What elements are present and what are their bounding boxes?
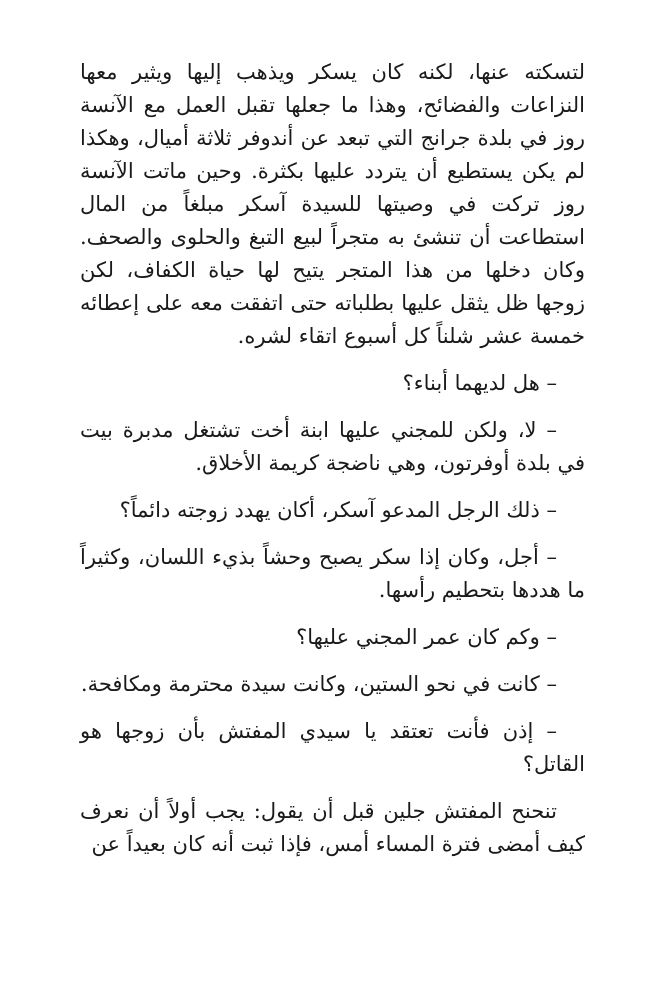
narration-paragraph: لتسكته عنها، لكنه كان يسكر ويذهب إليها ويثير معها النزاعات والفضائح، وهذا ما جعلها تقبل العمل مع الآنسة روز في بلدة جرانج التي تبعد عن أندوفر ثلاثة أميال، وهكذا لم يكن يستطيع أن يتردد عليها بكثرة. وحين ماتت الآنسة روز تركت في وصيتها للسيدة آسكر مبلغاً من المال استطاعت أن تنشئ به متجراً لبيع التبغ والحلوى والصحف. وكان دخلها من هذا المتجر يتيح لها حياة الكفاف، لكن زوجها ظل يثقل عليها بطلباته حتى اتفقت معه على إعطائه خمسة عشر شلناً كل أسبوع اتقاء لشره. xyxy=(80,60,585,348)
dialog-line: – لا، ولكن للمجني عليها ابنة أخت تشتغل مدبرة بيت في بلدة أوفرتون، وهي ناضجة كريمة الأخلاق. xyxy=(80,414,585,480)
dialog-line: – كانت في نحو الستين، وكانت سيدة محترمة ومكافحة. xyxy=(80,668,585,701)
dialog-line: – هل لديهما أبناء؟ xyxy=(80,367,585,400)
dialog-line: – إذن فأنت تعتقد يا سيدي المفتش بأن زوجها هو القاتل؟ xyxy=(80,715,585,781)
dialog-line: – ذلك الرجل المدعو آسكر، أكان يهدد زوجته دائماً؟ xyxy=(80,494,585,527)
narration-paragraph: تنحنح المفتش جلين قبل أن يقول: يجب أولاً أن نعرف كيف أمضى فترة المساء أمس، فإذا ثبت أنه كان بعيداً عن xyxy=(80,799,585,856)
dialog-line: – وكم كان عمر المجني عليها؟ xyxy=(80,621,585,654)
dialog-line: – أجل، وكان إذا سكر يصبح وحشاً بذيء اللسان، وكثيراً ما هددها بتحطيم رأسها. xyxy=(80,541,585,607)
